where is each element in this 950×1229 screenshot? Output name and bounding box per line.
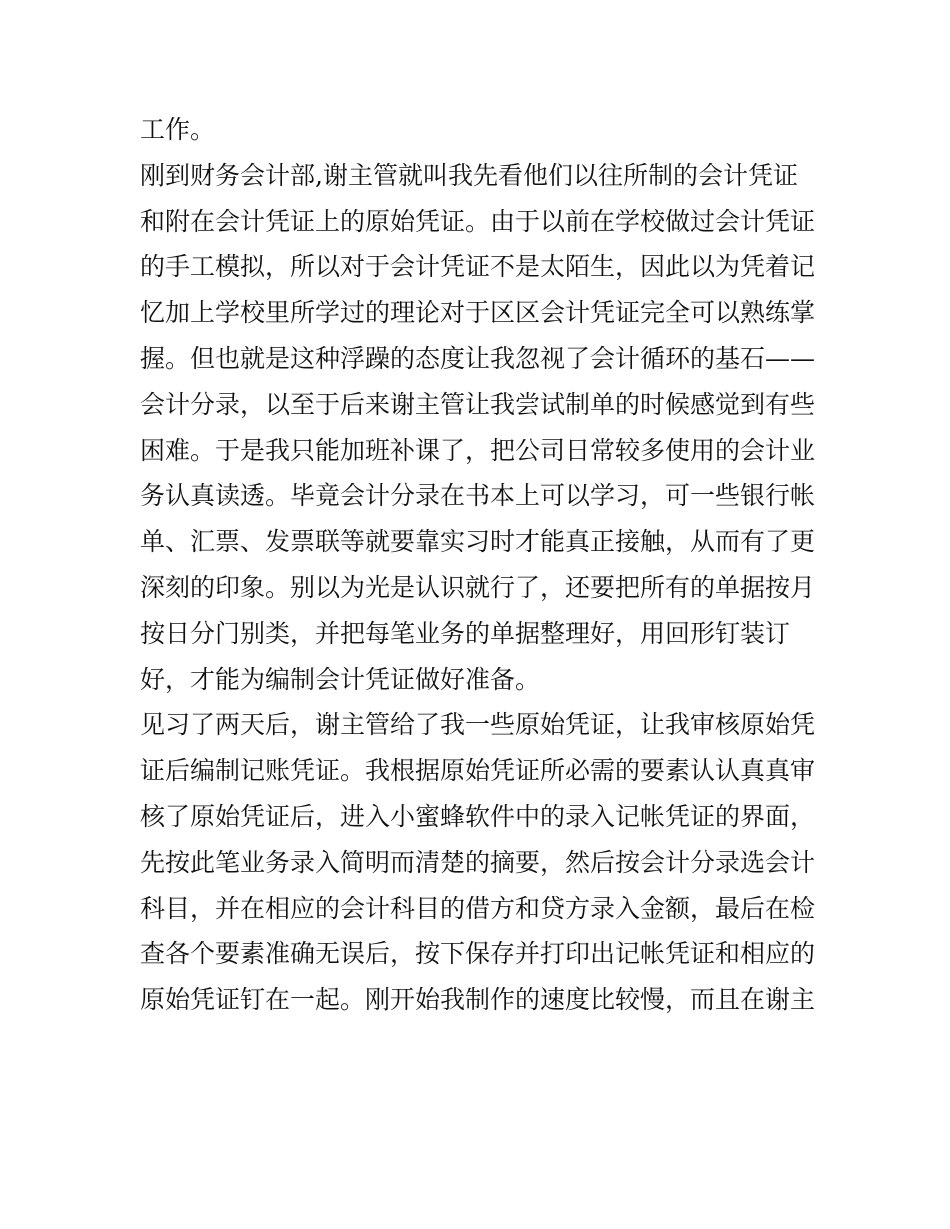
text-line: 会计分录，以至于后来谢主管让我尝试制单的时候感觉到有些 — [140, 389, 816, 419]
text-line: 先按此笔业务录入简明而清楚的摘要，然后按会计分录选会计 — [140, 847, 816, 877]
text-line: 原始凭证钉在一起。刚开始我制作的速度比较慢，而且在谢主 — [140, 985, 816, 1015]
text-line: 和附在会计凭证上的原始凭证。由于以前在学校做过会计凭证 — [140, 206, 816, 236]
text-line: 查各个要素准确无误后，按下保存并打印出记帐凭证和相应的 — [140, 939, 816, 969]
text-line: 深刻的印象。别以为光是认识就行了，还要把所有的单据按月 — [140, 572, 816, 602]
text-line: 务认真读透。毕竟会计分录在书本上可以学习，可一些银行帐 — [140, 481, 816, 511]
text-line: 握。但也就是这种浮躁的态度让我忽视了会计循环的基石—— — [140, 343, 816, 373]
text-line: 忆加上学校里所学过的理论对于区区会计凭证完全可以熟练掌 — [140, 298, 816, 328]
text-line: 单、汇票、发票联等就要靠实习时才能真正接触，从而有了更 — [140, 527, 816, 557]
text-line: 科目，并在相应的会计科目的借方和贷方录入金额，最后在检 — [140, 893, 816, 923]
text-line: 工作。 — [140, 115, 216, 144]
text-line: 见习了两天后，谢主管给了我一些原始凭证，让我审核原始凭 — [140, 710, 816, 740]
text-line: 按日分门别类，并把每笔业务的单据整理好，用回形钉装订 — [140, 618, 791, 648]
text-line: 刚到财务会计部,谢主管就叫我先看他们以往所制的会计凭证 — [140, 160, 798, 190]
text-line: 核了原始凭证后，进入小蜜蜂软件中的录入记帐凭证的界面， — [140, 801, 816, 831]
text-line: 的手工模拟，所以对于会计凭证不是太陌生，因此以为凭着记 — [140, 252, 816, 282]
text-line: 好，才能为编制会计凭证做好准备。 — [140, 664, 541, 694]
text-line: 证后编制记账凭证。我根据原始凭证所必需的要素认认真真审 — [140, 756, 816, 786]
text-line: 困难。于是我只能加班补课了，把公司日常较多使用的会计业 — [140, 435, 816, 465]
body-text — [140, 107, 816, 1023]
